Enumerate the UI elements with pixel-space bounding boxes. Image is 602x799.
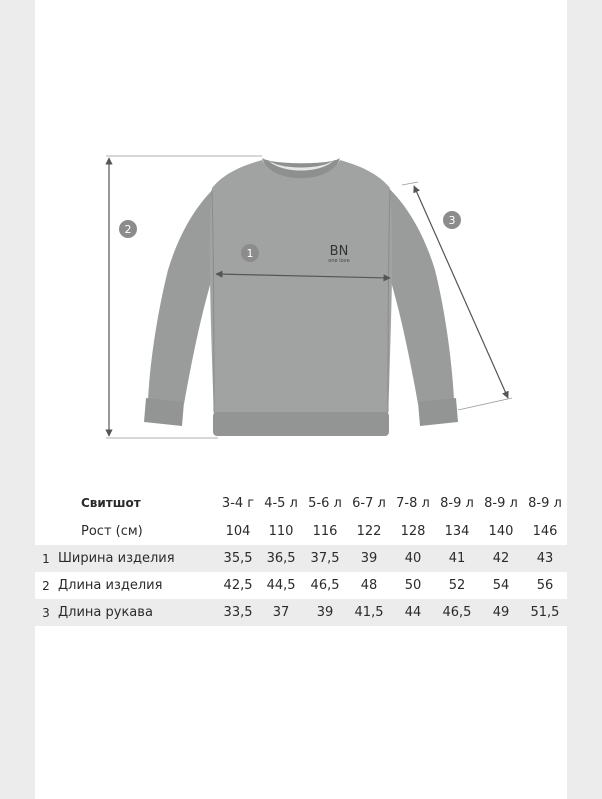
- size-header-cell: 8-9 л: [528, 495, 562, 511]
- height-row: [35, 518, 567, 545]
- table-cell: 33,5: [217, 599, 259, 626]
- table-cell: 41,5: [347, 599, 391, 626]
- brand-logo: [328, 244, 349, 264]
- sweatshirt-shape: [144, 158, 458, 436]
- table-cell: 41: [435, 545, 479, 572]
- table-cell: 44,5: [266, 578, 296, 593]
- brand-logo-text: BN: [329, 244, 349, 259]
- table-cell: 52: [448, 578, 466, 593]
- row-label: Ширина изделия: [57, 545, 217, 572]
- table-cell: 46,5: [435, 599, 479, 626]
- hem-ribbing: [213, 412, 389, 436]
- table-cell: 140: [488, 524, 514, 539]
- table-cell: 134: [444, 524, 470, 539]
- table-cell: 42,5: [223, 578, 253, 593]
- table-cell: 122: [356, 524, 382, 539]
- table-cell: 40: [391, 545, 435, 572]
- table-title: Свитшот: [81, 496, 141, 510]
- table-cell: 36,5: [259, 545, 303, 572]
- table-row: [35, 599, 567, 626]
- size-header-cell: 8-9 л: [440, 495, 474, 511]
- table-cell: 50: [404, 578, 422, 593]
- table-cell: 46,5: [310, 578, 340, 593]
- table-cell: 39: [347, 545, 391, 572]
- table-cell: 49: [479, 599, 523, 626]
- left-sleeve: [148, 185, 218, 404]
- left-cuff: [144, 398, 184, 426]
- torso: [210, 160, 392, 420]
- sleeve-guide-top: [402, 182, 418, 185]
- size-header-cell: 5-6 л: [308, 495, 342, 511]
- table-cell: 116: [312, 524, 338, 539]
- table-row: [35, 545, 567, 572]
- table-cell: 37: [259, 599, 303, 626]
- row-index: 1: [35, 545, 57, 572]
- table-cell: 42: [479, 545, 523, 572]
- table-cell: 48: [360, 578, 378, 593]
- size-header-cell: 7-8 л: [396, 495, 430, 511]
- size-header-cell: 8-9 л: [484, 495, 518, 511]
- row-label: Рост (см): [81, 524, 143, 539]
- table-row: [35, 572, 567, 599]
- table-cell: 44: [391, 599, 435, 626]
- row-label: Длина рукава: [57, 599, 217, 626]
- table-cell: 37,5: [303, 545, 347, 572]
- table-cell: 35,5: [217, 545, 259, 572]
- table-cell: 56: [536, 578, 554, 593]
- size-chart-table: [35, 488, 567, 626]
- marker-1-label: 1: [246, 247, 254, 260]
- brand-tagline: one love: [328, 258, 350, 264]
- marker-3-label: 3: [448, 214, 456, 227]
- size-header-cell: 4-5 л: [264, 495, 298, 511]
- table-cell: 54: [492, 578, 510, 593]
- table-cell: 51,5: [523, 599, 567, 626]
- table-cell: 146: [532, 524, 558, 539]
- table-cell: 43: [523, 545, 567, 572]
- size-header-cell: 3-4 г: [221, 495, 255, 511]
- table-cell: 128: [400, 524, 426, 539]
- table-cell: 39: [303, 599, 347, 626]
- size-header-cell: 6-7 л: [352, 495, 386, 511]
- size-header-row: [35, 488, 567, 518]
- marker-2-label: 2: [124, 223, 132, 236]
- sleeve-guide-bottom: [458, 398, 512, 410]
- row-label: Длина изделия: [58, 578, 163, 593]
- right-cuff: [418, 398, 458, 426]
- row-index: 3: [35, 599, 57, 626]
- table-cell: 104: [225, 524, 251, 539]
- row-index: 2: [42, 578, 50, 593]
- table-cell: 110: [268, 524, 294, 539]
